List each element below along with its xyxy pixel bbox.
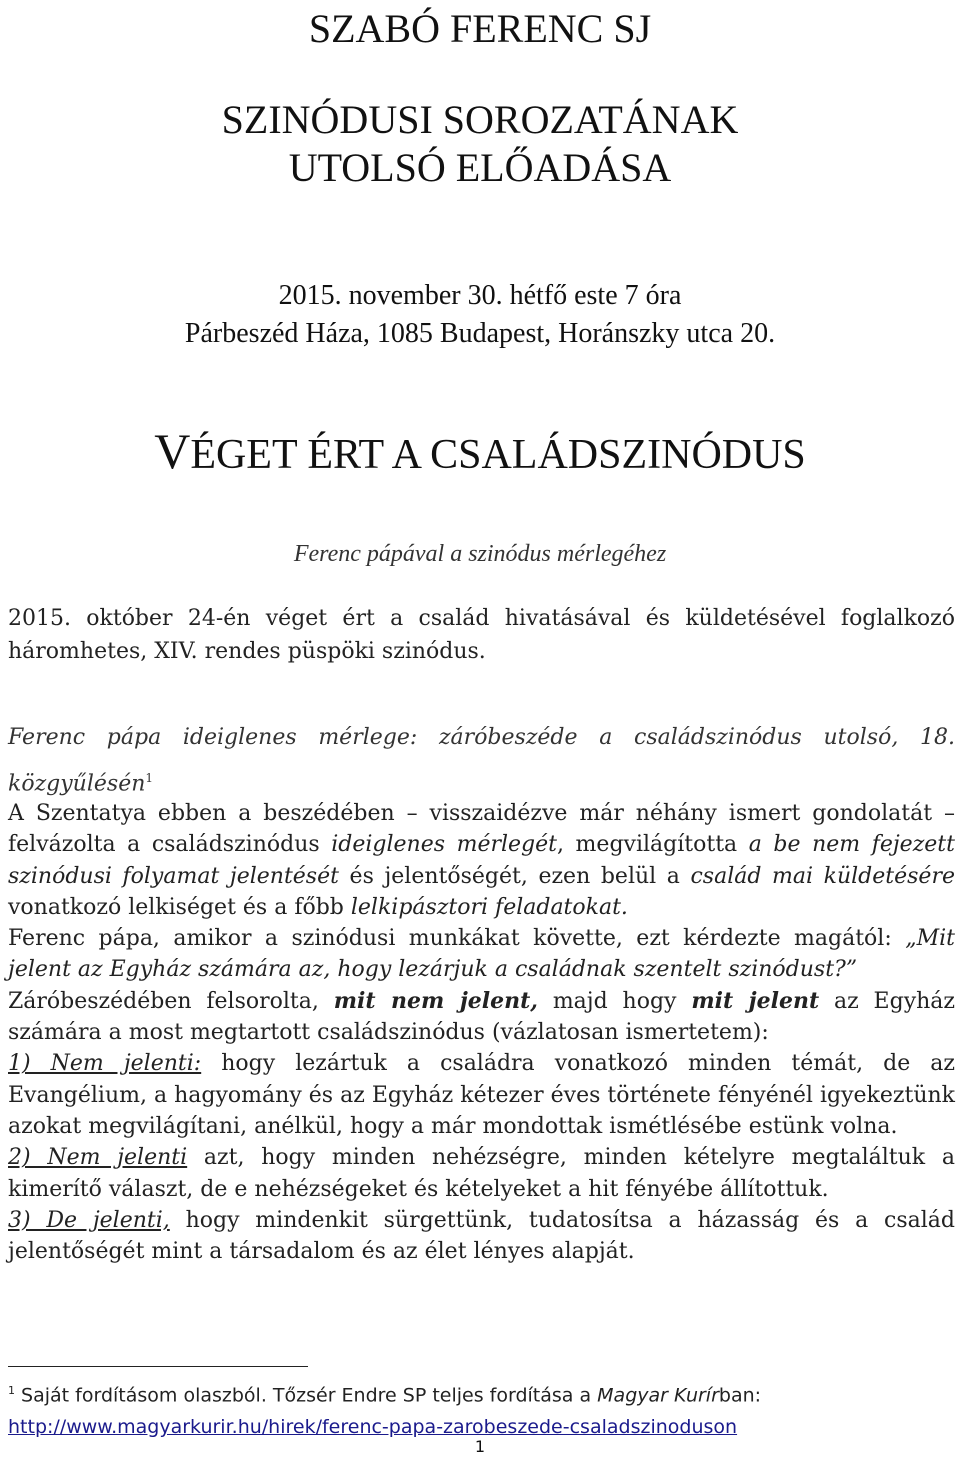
- footnote-text-2: ban:: [718, 1384, 762, 1407]
- p3-text-1: Záróbeszédében felsorolta,: [8, 988, 334, 1014]
- p1-text-1: A Szentatya ebben a beszédében – visszaidézve már néhány ismert gondolatát – felvázolta a családszinódus: [8, 801, 955, 858]
- point-1: [8, 1048, 955, 1142]
- speech-title: [8, 718, 955, 804]
- paragraph-2: [8, 923, 955, 986]
- footnote-text-1: Saját fordításom olaszból. Tőzsér Endre SP teljes fordítása a: [15, 1384, 598, 1407]
- footnote-link[interactable]: http://www.magyarkurir.hu/hirek/ferenc-papa-zarobeszede-csaladszinoduson: [8, 1416, 738, 1439]
- p3-bold-not-mean: mit nem jelent,: [333, 987, 538, 1014]
- section-heading-rest: ÉGET ÉRT A CSALÁDSZINÓDUS: [190, 432, 806, 478]
- main-text: [8, 798, 955, 1267]
- p1-italic-3: család mai küldetésére: [690, 863, 955, 889]
- p2-text-1: Ferenc pápa, amikor a szinódusi munkákat követte, ezt kérdezte magától:: [8, 926, 906, 952]
- author-title: SZABÓ FERENC SJ: [308, 6, 652, 51]
- point-2-text: azt, hogy minden nehézségre, minden kételyre megtaláltuk a kimerítő választ, de e nehézségeket és kételyeket a hit fényébe állítottuk.: [8, 1145, 956, 1202]
- section-heading-capital: V: [154, 423, 191, 479]
- p3-text-3: az Egyház számára a most megtartott családszinódus (vázlatosan ismertetem):: [8, 988, 955, 1046]
- point-1-text: hogy lezártuk a családra vonatkozó minden témát, de az Evangélium, a hagyomány és az Egyház kétezer éves története fényénél igyekeztünk azokat megvilágítani, anélkül, hogy a már mondottak ismétlésébe estünk volna.: [8, 1051, 955, 1139]
- p1-text-2: , megvilágította: [557, 832, 749, 858]
- paragraph-3: [8, 986, 955, 1049]
- paragraph-1: [8, 798, 955, 923]
- footnote-number: 1: [8, 1384, 15, 1397]
- p1-italic-1: ideiglenes mérlegét: [331, 832, 557, 858]
- event-date: 2015. november 30. hétfő este 7 óra: [278, 280, 682, 311]
- intro-line-1: 2015. október 24-én véget ért a család hivatásával és küldetésével foglalkozó: [8, 606, 955, 631]
- event-venue: Párbeszéd Háza, 1085 Budapest, Horánszky utca 20.: [184, 318, 776, 349]
- event-info: [0, 277, 960, 353]
- p1-italic-2: a be nem fejezett szinódusi folyamat jelentését: [8, 832, 955, 889]
- speech-title-text: Ferenc pápa ideiglenes mérlege: záróbeszéde a családszinódus utolsó, 18. közgyűlésén: [8, 725, 955, 797]
- p3-text-2: majd hogy: [537, 988, 692, 1014]
- p3-bold-means: mit jelent: [691, 987, 820, 1014]
- page-number: 1: [474, 1437, 486, 1456]
- p1-text-4: vonatkozó lelkiséget és a főbb: [8, 894, 351, 920]
- series-subtitle: [0, 96, 960, 192]
- subtitle-line-1: SZINÓDUSI SOROZATÁNAK: [221, 97, 739, 142]
- subtitle-line-2: UTOLSÓ ELŐADÁSA: [288, 145, 672, 190]
- p2-question: „Mit jelent az Egyház számára az, hogy lezárjuk a családnak szentelt szinódust?”: [8, 926, 955, 983]
- intro-paragraph: [8, 602, 955, 668]
- point-3: [8, 1205, 955, 1268]
- p1-italic-4: lelkipásztori feladatokat.: [350, 894, 628, 920]
- footnote-italic: Magyar Kurír: [597, 1384, 719, 1407]
- footnote: [8, 1375, 955, 1443]
- point-1-label: 1) Nem jelenti:: [8, 1051, 202, 1077]
- footnote-divider: [8, 1366, 308, 1367]
- section-heading: [0, 423, 960, 483]
- point-3-label: 3) De jelenti,: [8, 1207, 170, 1233]
- point-3-text: hogy mindenkit sürgettünk, tudatosítsa a házasság és a család jelentőségét mint a társadalom és az élet lényes alapját.: [8, 1207, 955, 1265]
- footnote-ref[interactable]: 1: [145, 771, 154, 785]
- p1-text-3: és jelentőségét, ezen belül a: [338, 863, 691, 889]
- footnote-line-1: [8, 1375, 955, 1411]
- section-subheading: Ferenc pápával a szinódus mérlegéhez: [293, 541, 667, 567]
- intro-line-2: háromhetes, XIV. rendes püspöki szinódus.: [8, 639, 486, 664]
- point-2-label: 2) Nem jelenti: [8, 1145, 188, 1171]
- point-2: [8, 1142, 955, 1205]
